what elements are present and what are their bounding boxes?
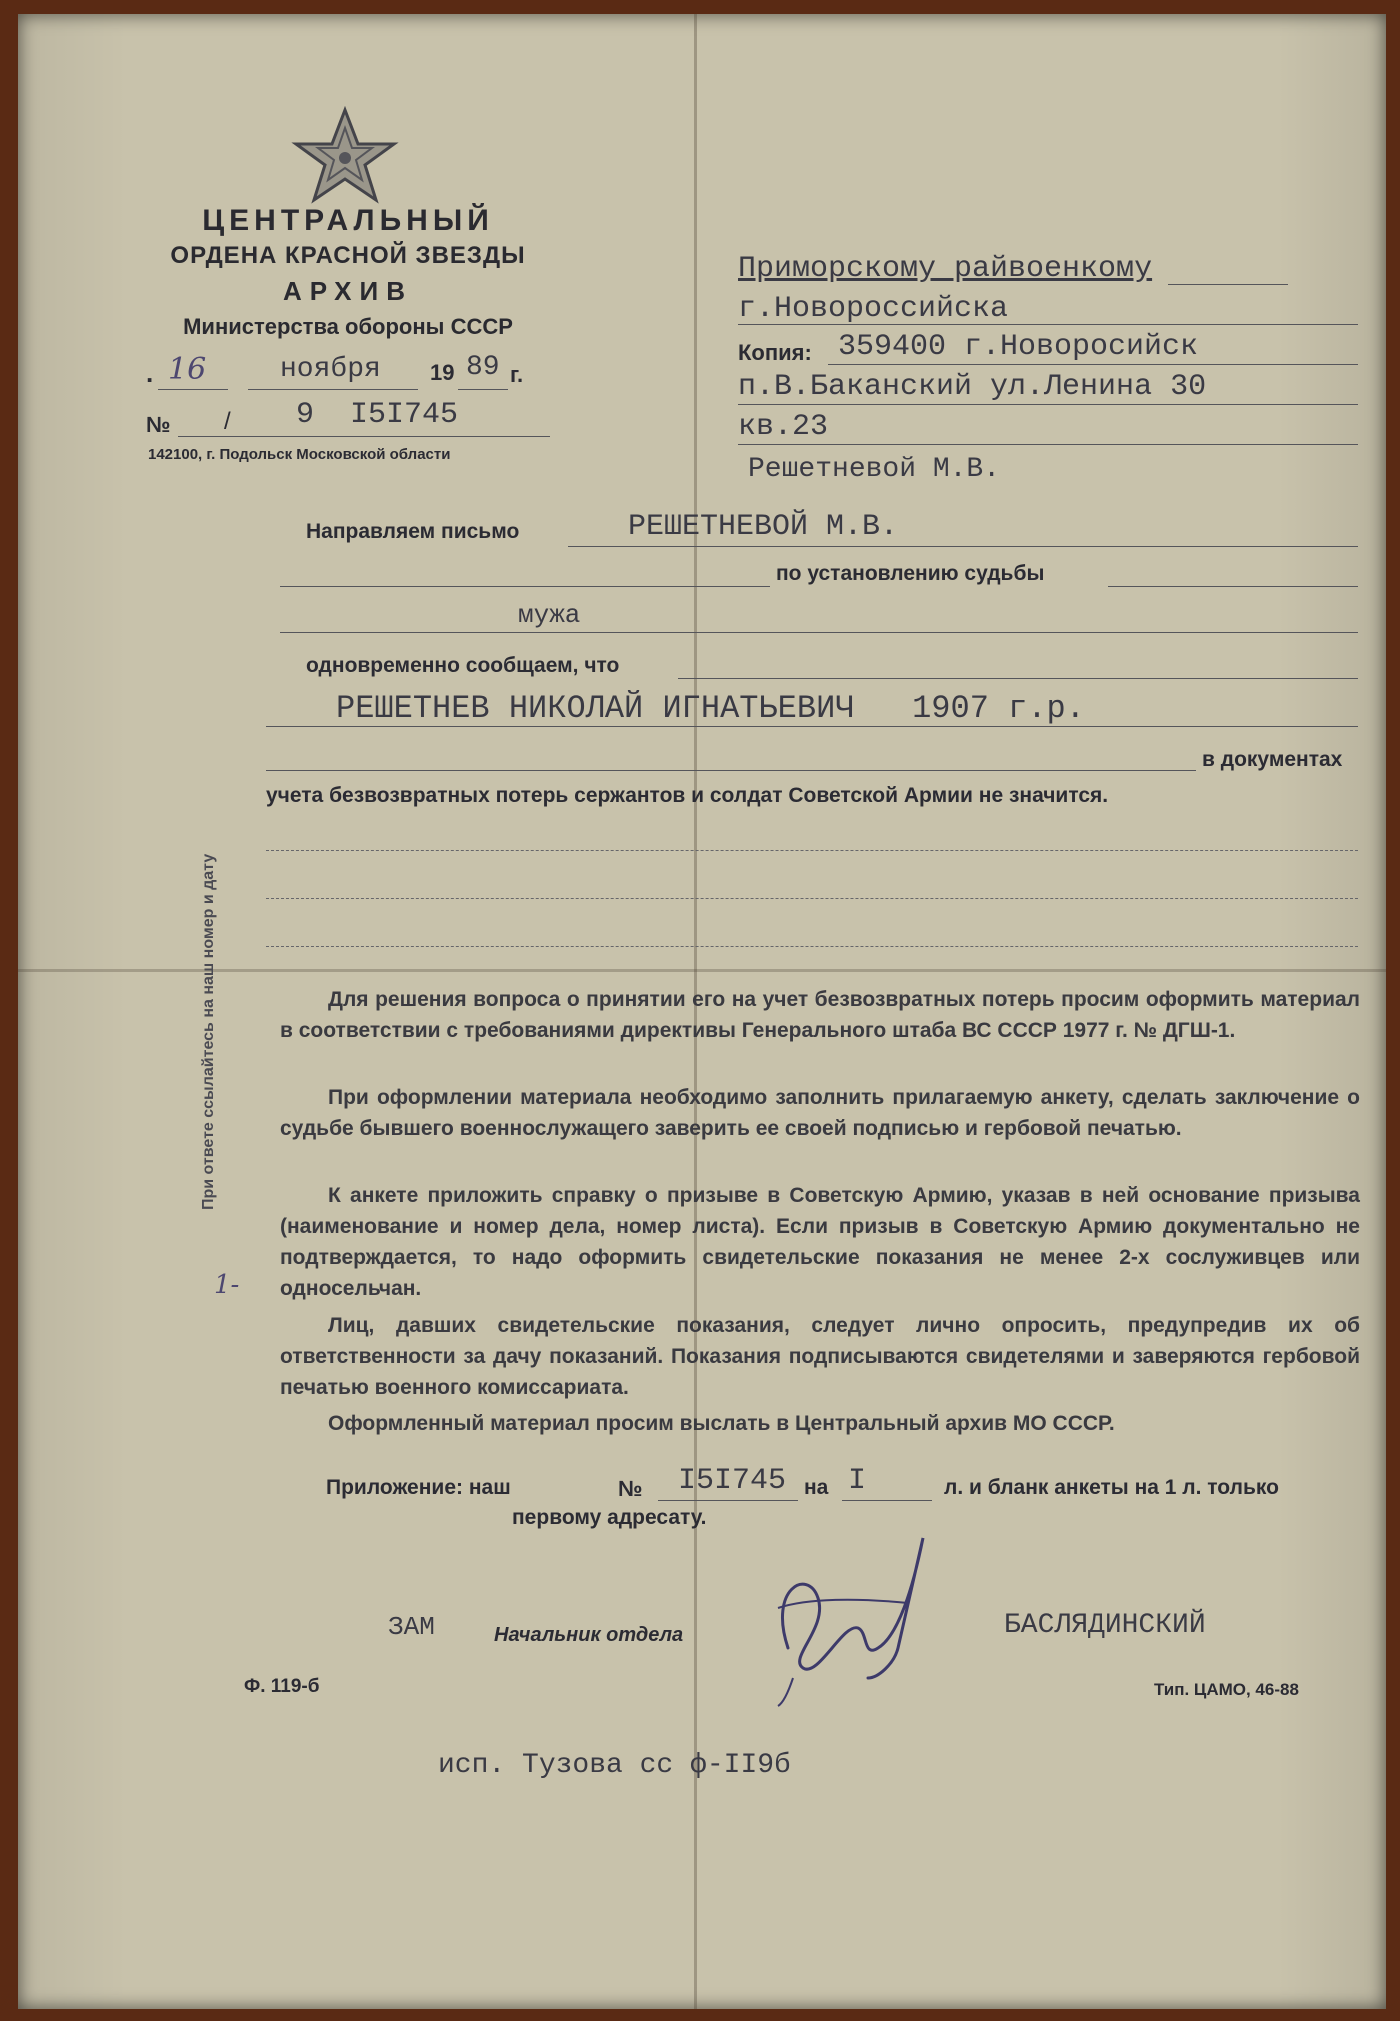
red-star-emblem-icon bbox=[290, 106, 400, 206]
date-suffix: г. bbox=[510, 362, 524, 387]
not-listed-statement: учета безвозвратных потерь сержантов и солдат Советской Армии не значится. bbox=[266, 784, 1109, 807]
inform-rule bbox=[678, 678, 1358, 679]
handwritten-signature bbox=[748, 1528, 948, 1708]
attachment-rest: л. и бланк анкеты на 1 л. только bbox=[944, 1476, 1279, 1499]
recipient-line2: г.Новороссийска bbox=[738, 292, 1009, 326]
attachment-number: I5I745 bbox=[678, 1464, 787, 1498]
side-reference-note: При ответе ссылайтесь на наш номер и дату bbox=[200, 853, 217, 1210]
relation-value: мужа bbox=[518, 600, 581, 630]
horizontal-fold-crease bbox=[18, 969, 1386, 972]
number-label: № bbox=[146, 412, 171, 437]
date-month: ноября bbox=[280, 354, 381, 385]
department-chief-title: Начальник отдела bbox=[494, 1624, 684, 1646]
copy-address-line4: Решетневой М.В. bbox=[748, 454, 1001, 485]
handwritten-margin-mark: 1- bbox=[214, 1270, 240, 1300]
date-year-underline bbox=[458, 389, 508, 390]
docs-rule bbox=[266, 770, 1196, 771]
paragraph-directive: Для решения вопроса о принятии его на учет безвозвратных потерь просим оформить материал в соответствии с требованиями директивы Генерального штаба ВС СССР 1977 г. № ДГШ-1. bbox=[280, 988, 1360, 1042]
date-dot: . bbox=[146, 358, 154, 388]
copy-line1-rule bbox=[828, 364, 1358, 365]
deputy-label: ЗАМ bbox=[388, 1612, 435, 1642]
archive-name-line3: АРХИВ bbox=[283, 276, 413, 306]
paragraph-send-material: Оформленный материал просим выслать в Центральный архив МО СССР. bbox=[328, 1412, 1115, 1435]
inform-label: одновременно сообщаем, что bbox=[306, 654, 620, 677]
date-day: 16 bbox=[168, 352, 207, 387]
number-separator: / bbox=[224, 408, 231, 435]
attachment-number-rule bbox=[658, 1500, 798, 1501]
form-code: Ф. 119-б bbox=[244, 1676, 320, 1697]
recipient-line1-rule bbox=[1168, 284, 1288, 285]
blank-rule-2 bbox=[266, 898, 1358, 899]
date-month-underline bbox=[248, 389, 418, 390]
recipient-line2-rule bbox=[738, 324, 1358, 325]
date-day-underline bbox=[158, 389, 228, 390]
copy-line2-rule bbox=[738, 404, 1358, 405]
copy-address-line1: 359400 г.Новоросийск bbox=[838, 330, 1199, 364]
archive-name-line1: ЦЕНТРАЛЬНЫЙ bbox=[202, 204, 494, 237]
person-name-and-birth-year: РЕШЕТНЕВ НИКОЛАЙ ИГНАТЬЕВИЧ 1907 г.р. bbox=[336, 690, 1085, 727]
archive-name-line2: ОРДЕНА КРАСНОЙ ЗВЕЗДЫ bbox=[170, 242, 526, 269]
attachment-sheets-rule bbox=[842, 1500, 932, 1501]
paragraph-conscription: К анкете приложить справку о призыве в Советскую Армию, указав в ней основание призыва (наименование и номер дела, номер листа). Если призыв в Советскую Армию документально не подтверждается, то надо оформить свидетельские показания не менее 2-х сослуживцев или односельчан. bbox=[280, 1184, 1360, 1300]
print-house-code: Тип. ЦАМО, 46-88 bbox=[1154, 1680, 1299, 1699]
attachment-number-sign: № bbox=[618, 1476, 643, 1501]
sender-name: РЕШЕТНЕВОЙ М.В. bbox=[628, 510, 899, 544]
paragraph-witnesses: Лиц, давших свидетельские показания, следует лично опросить, предупредив их об ответственности за дачу показаний. Показания подписываются свидетелями и заверяются гербовой печатью военного комиссариата. bbox=[280, 1314, 1360, 1399]
ministry-name: Министерства обороны СССР bbox=[183, 314, 513, 339]
executor-note: исп. Тузова сс ф-II9б bbox=[438, 1750, 791, 1781]
document-sheet bbox=[18, 14, 1386, 2009]
attachment-on: на bbox=[804, 1476, 829, 1499]
send-letter-label: Направляем письмо bbox=[306, 520, 520, 543]
blank-rule-3 bbox=[266, 946, 1358, 947]
fate-prefix-rule bbox=[280, 586, 770, 587]
attachment-rest-line2: первому адресату. bbox=[512, 1506, 707, 1529]
copy-line3-rule bbox=[738, 444, 1358, 445]
send-letter-rule bbox=[568, 546, 1358, 547]
attachment-label: Приложение: наш bbox=[326, 1476, 511, 1499]
attachment-sheet-count: I bbox=[848, 1464, 867, 1498]
blank-rule-1 bbox=[266, 850, 1358, 851]
recipient-line1: Приморскому райвоенкому bbox=[738, 252, 1153, 286]
date-year-prefix: 19 bbox=[430, 360, 455, 385]
person-rule bbox=[266, 726, 1358, 727]
copy-label: Копия: bbox=[738, 340, 812, 365]
archive-address: 142100, г. Подольск Московской области bbox=[148, 446, 451, 463]
signatory-name: БАСЛЯДИНСКИЙ bbox=[1004, 1610, 1206, 1641]
copy-address-line3: кв.23 bbox=[738, 410, 829, 444]
fate-suffix-rule bbox=[1108, 586, 1358, 587]
outgoing-number: 9 I5I745 bbox=[296, 398, 459, 432]
fate-label: по установлению судьбы bbox=[776, 562, 1045, 585]
docs-label: в документах bbox=[1202, 748, 1343, 771]
copy-address-line2: п.В.Баканский ул.Ленина 30 bbox=[738, 370, 1207, 404]
date-year: 89 bbox=[466, 352, 500, 383]
relation-rule bbox=[280, 632, 1358, 633]
number-underline bbox=[178, 436, 550, 437]
paragraph-questionnaire: При оформлении материала необходимо заполнить прилагаемую анкету, сделать заключение о судьбе бывшего военнослужащего заверить ее своей подписью и гербовой печатью. bbox=[280, 1086, 1360, 1140]
